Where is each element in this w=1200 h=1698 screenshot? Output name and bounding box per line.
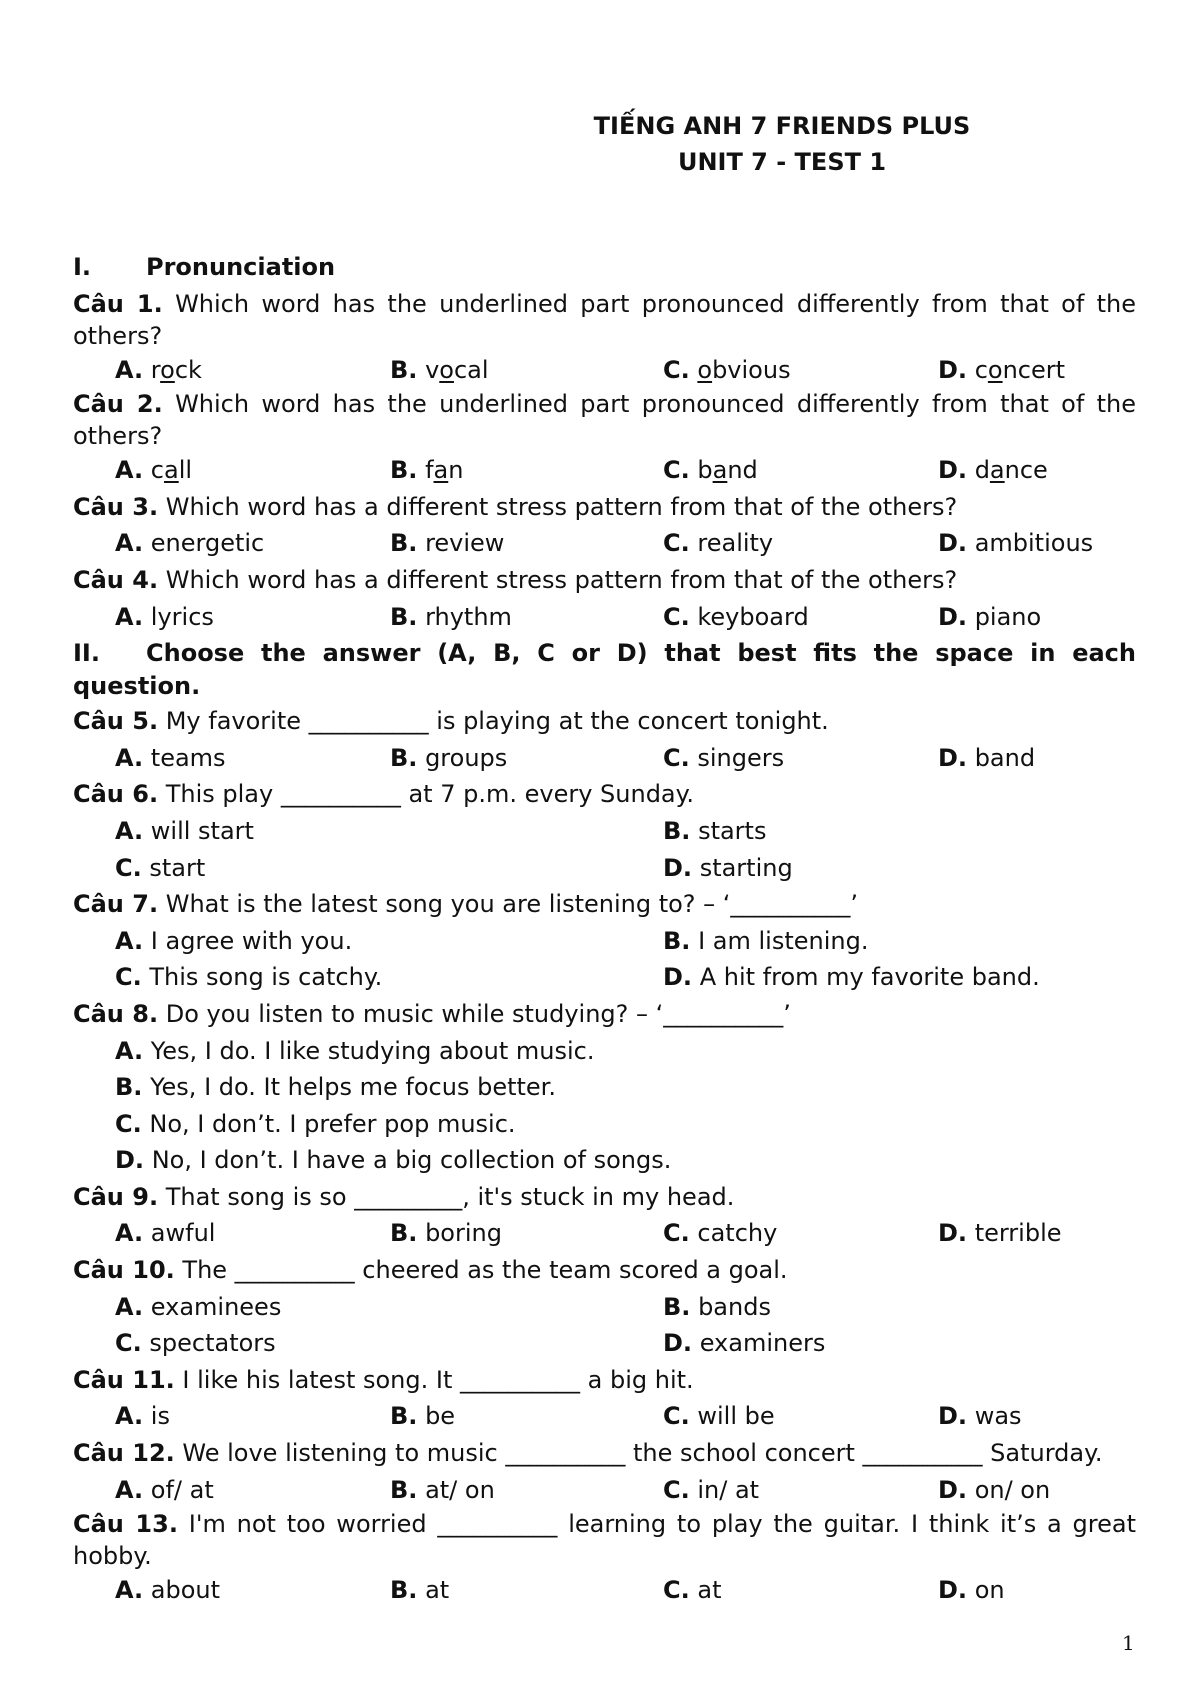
options-row [73, 1398, 1136, 1435]
option-a[interactable]: A. will start [115, 816, 254, 845]
option-a[interactable]: A. I agree with you. [115, 926, 353, 955]
option-d[interactable]: D. No, I don’t. I have a big collection of songs. [115, 1146, 672, 1175]
option-c[interactable]: C. spectators [115, 1329, 276, 1358]
option-b[interactable]: B. fan [390, 456, 464, 485]
option-d[interactable]: D. A hit from my favorite band. [663, 963, 1040, 992]
question-4 [73, 562, 1136, 599]
question-label: Câu 12. [73, 1439, 175, 1468]
question-text: Which word has the underlined part pronounced differently from that of the others? [73, 289, 1136, 350]
options-row [73, 1106, 1136, 1143]
option-b[interactable]: B. vocal [390, 355, 489, 384]
option-a[interactable]: A. lyrics [115, 602, 214, 631]
option-d[interactable]: D. was [938, 1402, 1022, 1431]
section-heading [73, 635, 1136, 703]
option-d[interactable]: D. examiners [663, 1329, 826, 1358]
option-b[interactable]: B. I am listening. [663, 926, 869, 955]
question-text: Which word has a different stress pattern from that of the others? [165, 565, 958, 594]
options-row [73, 1033, 1136, 1070]
question-text: I like his latest song. It __________ a big hit. [182, 1365, 694, 1394]
question-11 [73, 1362, 1136, 1399]
option-a[interactable]: A. call [115, 456, 193, 485]
section-title: Pronunciation [146, 253, 336, 281]
option-b[interactable]: B. be [390, 1402, 456, 1431]
section-heading [73, 251, 1136, 288]
options-row [73, 352, 1136, 389]
option-a[interactable]: A. is [115, 1402, 170, 1431]
option-c[interactable]: C. catchy [663, 1219, 778, 1248]
question-label: Câu 8. [73, 999, 159, 1028]
options-row [73, 1289, 1136, 1326]
option-d[interactable]: D. concert [938, 355, 1066, 384]
question-label: Câu 11. [73, 1365, 175, 1394]
options-row [73, 1215, 1136, 1252]
option-b[interactable]: B. review [390, 529, 505, 558]
question-label: Câu 13. [73, 1510, 178, 1539]
doc-subtitle: UNIT 7 - TEST 1 [677, 148, 887, 176]
option-b[interactable]: B. Yes, I do. It helps me focus better. [115, 1073, 556, 1102]
option-a[interactable]: A. examinees [115, 1292, 282, 1321]
question-label: Câu 5. [73, 707, 159, 736]
option-d[interactable]: D. terrible [938, 1219, 1062, 1248]
option-c[interactable]: C. at [663, 1576, 722, 1605]
question-10 [73, 1252, 1136, 1289]
option-b[interactable]: B. at [390, 1576, 450, 1605]
options-row [73, 740, 1136, 777]
option-c[interactable]: C. start [115, 853, 206, 882]
question-label: Câu 2. [73, 390, 163, 419]
question-text: This play __________ at 7 p.m. every Sunday. [165, 780, 695, 809]
option-d[interactable]: D. band [938, 743, 1036, 772]
options-row [73, 813, 1136, 850]
question-text: We love listening to music __________ the school concert __________ Saturday. [182, 1439, 1103, 1468]
option-a[interactable]: A. of/ at [115, 1475, 214, 1504]
option-d[interactable]: D. dance [938, 456, 1048, 485]
option-a[interactable]: A. energetic [115, 529, 265, 558]
question-3 [73, 489, 1136, 526]
question-label: Câu 1. [73, 289, 163, 318]
question-label: Câu 4. [73, 565, 159, 594]
options-row [73, 850, 1136, 887]
option-b[interactable]: B. bands [663, 1292, 771, 1321]
question-9 [73, 1179, 1136, 1216]
option-b[interactable]: B. rhythm [390, 602, 512, 631]
question-label: Câu 6. [73, 780, 159, 809]
options-row [73, 1142, 1136, 1179]
option-b[interactable]: B. starts [663, 816, 767, 845]
page-number: 1 [1122, 1631, 1135, 1655]
option-d[interactable]: D. starting [663, 853, 793, 882]
option-d[interactable]: D. on/ on [938, 1475, 1051, 1504]
question-text: The __________ cheered as the team scored a goal. [182, 1256, 788, 1285]
options-row [73, 959, 1136, 996]
option-d[interactable]: D. on [938, 1576, 1005, 1605]
question-text: Do you listen to music while studying? – ‘__________’ [165, 999, 791, 1028]
question-text: I'm not too worried __________ learning to play the guitar. I think it’s a great hobby. [73, 1510, 1137, 1571]
question-text: Which word has a different stress pattern from that of the others? [165, 492, 958, 521]
question-text: Which word has the underlined part pronounced differently from that of the others? [73, 390, 1136, 451]
test-content [73, 251, 1136, 1609]
question-label: Câu 9. [73, 1182, 159, 1211]
doc-title: TIẾNG ANH 7 FRIENDS PLUS [593, 112, 971, 140]
option-c[interactable]: C. band [663, 456, 758, 485]
options-row [73, 923, 1136, 960]
option-c[interactable]: C. No, I don’t. I prefer pop music. [115, 1109, 516, 1138]
options-row [73, 1572, 1136, 1609]
question-12 [73, 1435, 1136, 1472]
question-13 [73, 1508, 1136, 1572]
question-6 [73, 776, 1136, 813]
option-a[interactable]: A. about [115, 1576, 221, 1605]
question-label: Câu 7. [73, 890, 159, 919]
options-row [73, 1069, 1136, 1106]
question-label: Câu 10. [73, 1256, 175, 1285]
question-label: Câu 3. [73, 492, 159, 521]
option-b[interactable]: B. boring [390, 1219, 502, 1248]
option-d[interactable]: D. piano [938, 602, 1042, 631]
options-row [73, 599, 1136, 636]
options-row [73, 1325, 1136, 1362]
question-8 [73, 996, 1136, 1033]
option-c[interactable]: C. in/ at [663, 1475, 760, 1504]
question-text: My favorite __________ is playing at the concert tonight. [165, 707, 829, 736]
question-7 [73, 886, 1136, 923]
options-row [73, 1472, 1136, 1509]
option-c[interactable]: C. keyboard [663, 602, 809, 631]
option-b[interactable]: B. groups [390, 743, 508, 772]
option-a[interactable]: A. rock [115, 355, 202, 384]
section-number: I. [73, 253, 92, 281]
option-d[interactable]: D. ambitious [938, 529, 1094, 558]
option-a[interactable]: A. awful [115, 1219, 216, 1248]
question-2 [73, 388, 1136, 452]
option-c[interactable]: C. reality [663, 529, 774, 558]
section-number: II. [73, 639, 100, 668]
option-a[interactable]: A. Yes, I do. I like studying about music. [115, 1036, 595, 1065]
option-c[interactable]: C. This song is catchy. [115, 963, 383, 992]
question-1 [73, 288, 1136, 352]
question-text: That song is so _________, it's stuck in my head. [165, 1182, 735, 1211]
option-c[interactable]: C. singers [663, 743, 785, 772]
option-b[interactable]: B. at/ on [390, 1475, 495, 1504]
options-row [73, 525, 1136, 562]
question-5 [73, 703, 1136, 740]
section-title: Choose the answer (A, B, C or D) that best fits the space in each question. [73, 639, 1136, 701]
options-row [73, 452, 1136, 489]
question-text: What is the latest song you are listening to? – ‘__________’ [165, 890, 859, 919]
option-c[interactable]: C. obvious [663, 355, 791, 384]
option-a[interactable]: A. teams [115, 743, 226, 772]
option-c[interactable]: C. will be [663, 1402, 775, 1431]
